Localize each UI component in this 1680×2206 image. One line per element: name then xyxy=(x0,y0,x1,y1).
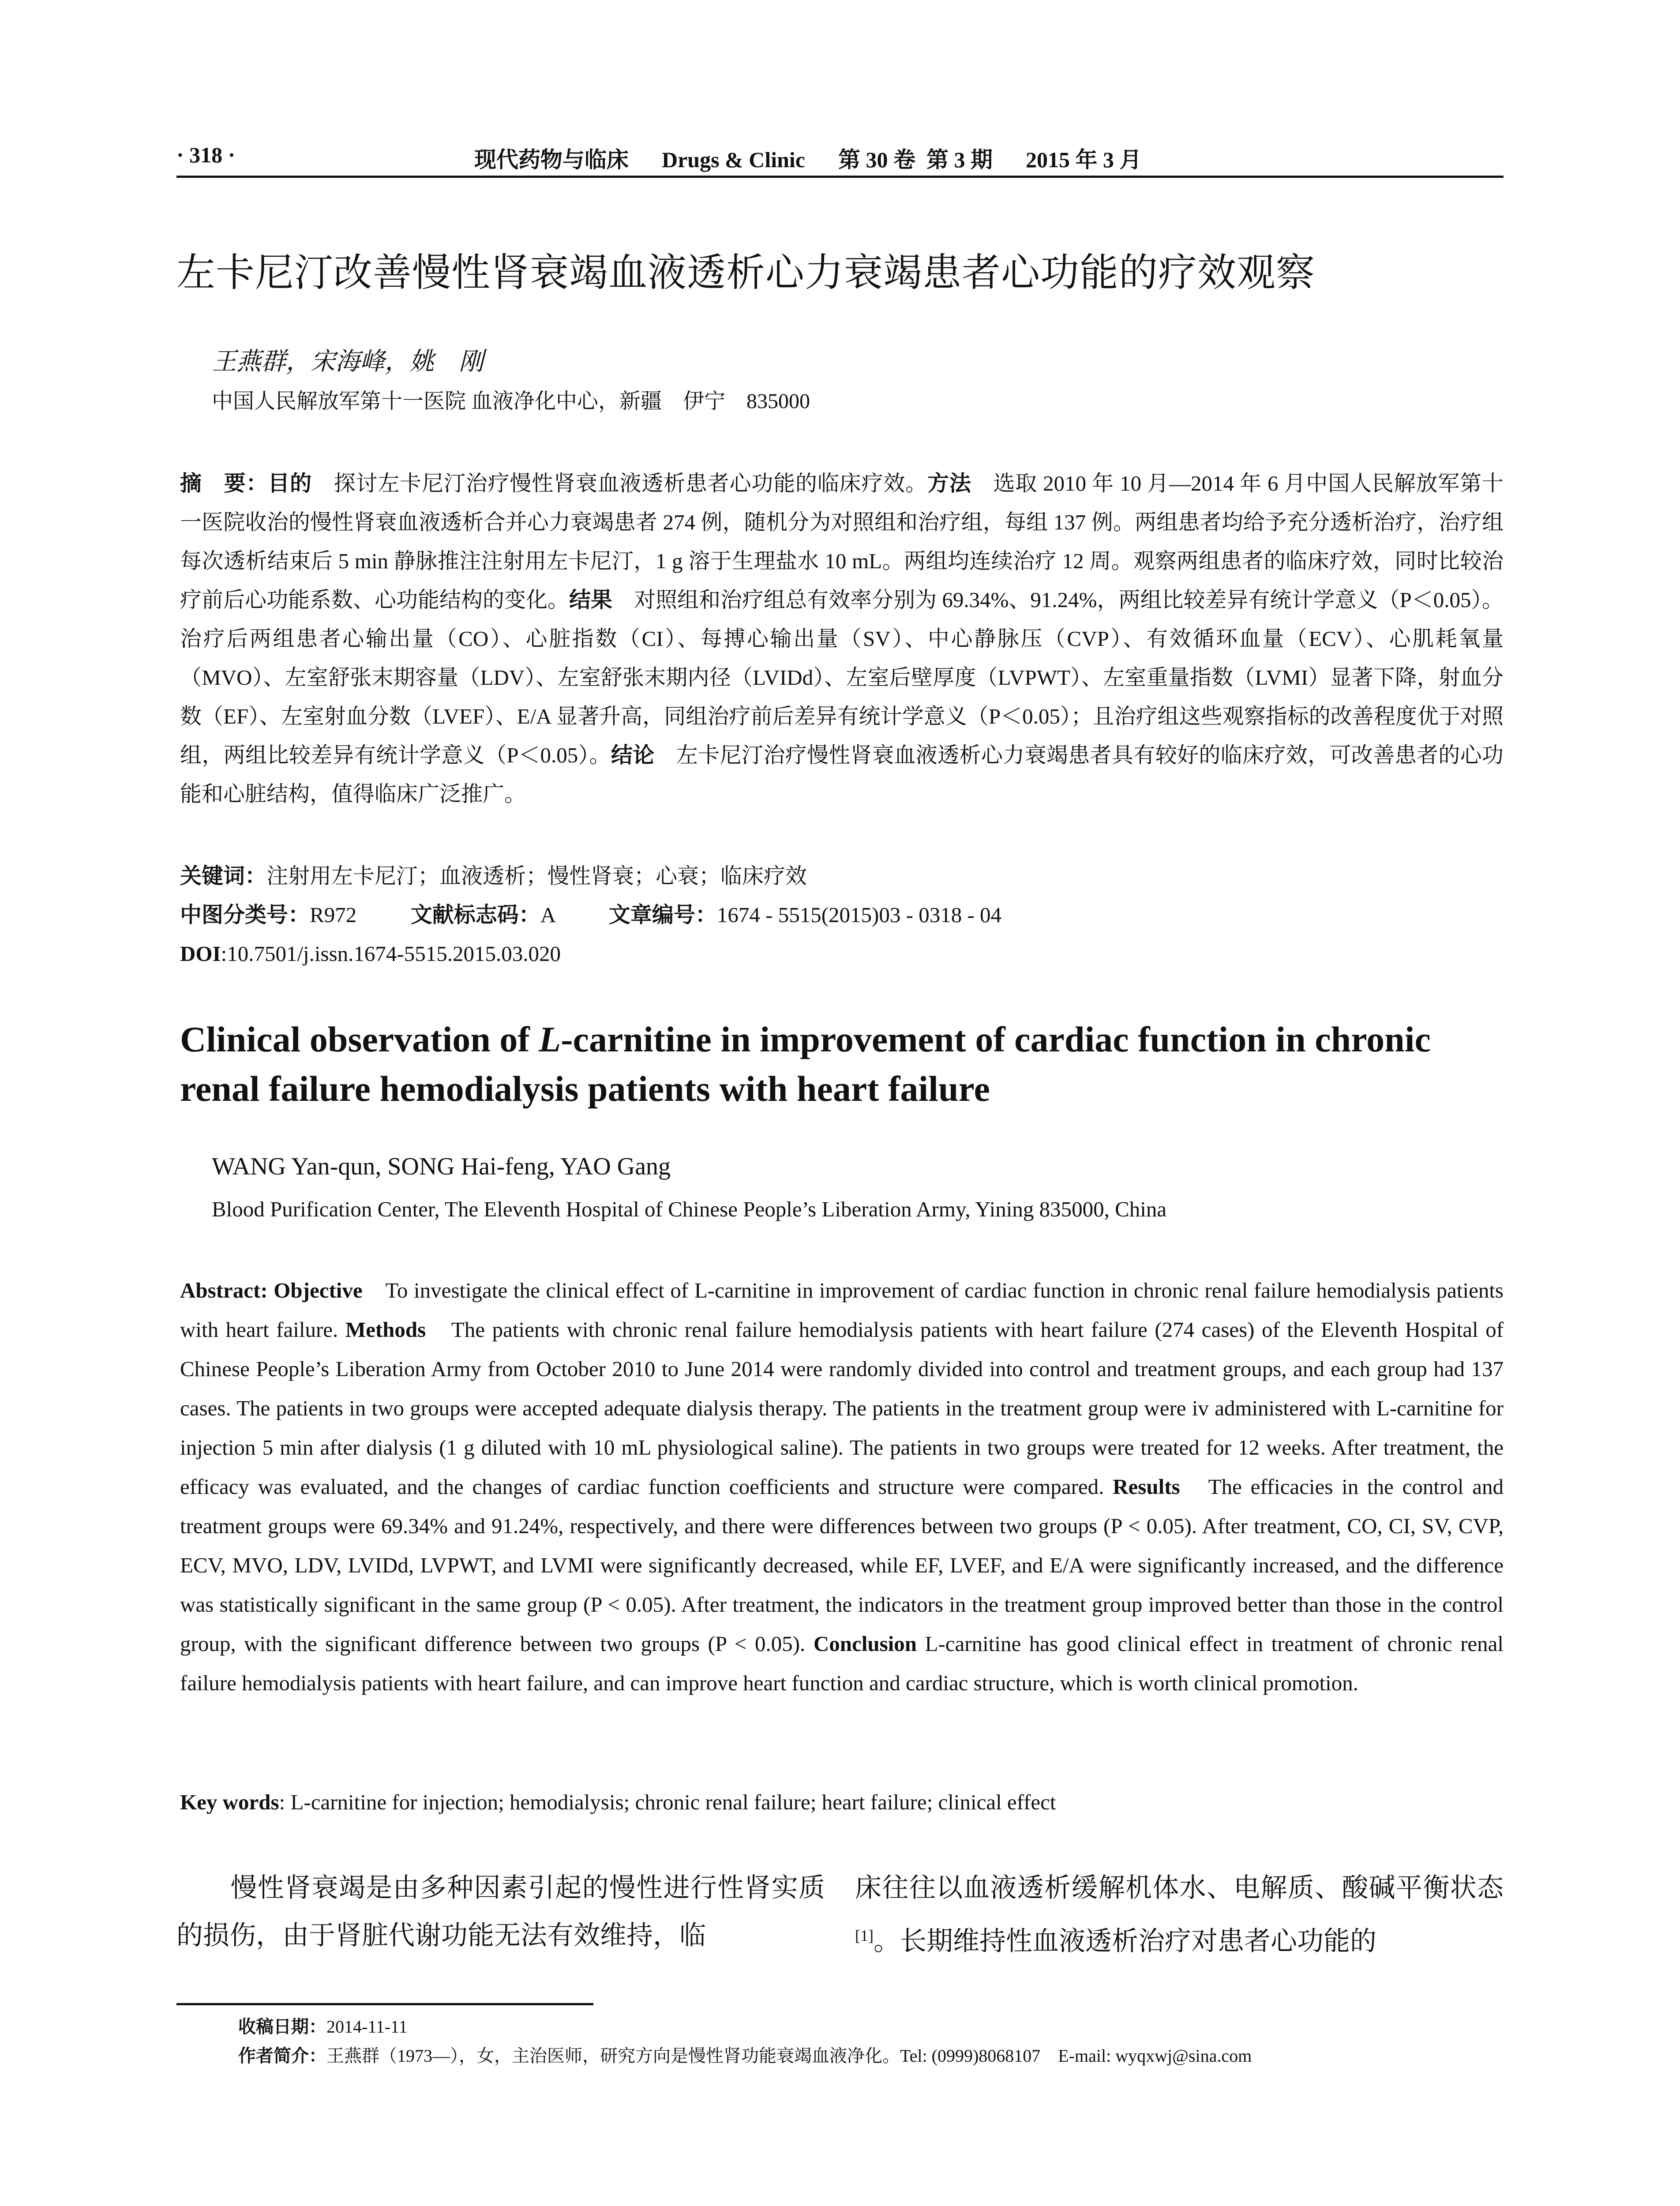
doi-line xyxy=(180,934,561,973)
english-keywords xyxy=(180,1782,1056,1822)
conclusion-label: 结论 xyxy=(611,743,655,768)
english-title-italic: L xyxy=(539,1019,561,1059)
english-title-part1: Clinical observation of xyxy=(180,1019,539,1059)
chinese-title: 左卡尼汀改善慢性肾衰竭血液透析心力衰竭患者心功能的疗效观察 xyxy=(176,250,1316,295)
clc-value: R972 xyxy=(310,903,357,927)
english-authors: WANG Yan-qun, SONG Hai-feng, YAO Gang xyxy=(212,1153,671,1180)
methods-label: 方法 xyxy=(927,471,971,496)
journal-running-header: 现代药物与临床 Drugs & Clinic 第 30 卷 第 3 期 2015 年 3 月 xyxy=(474,147,1142,172)
results-label: 结果 xyxy=(569,587,613,612)
page-number: · 318 · xyxy=(176,143,236,167)
en-abstract-label: Abstract: xyxy=(180,1278,274,1302)
body-column-left: 慢性肾衰竭是由多种因素引起的慢性进行性肾实质的损伤，由于肾脏代谢功能无法有效维持，临 xyxy=(176,1873,825,1950)
doc-code-value: A xyxy=(540,903,555,927)
english-title-part2: -carnitine in improvement of cardiac function in chronic renal failure hemodialysis patients with heart failure xyxy=(180,1019,1431,1109)
article-no-value: 1674 - 5515(2015)03 - 0318 - 04 xyxy=(716,903,1002,927)
bio-text: 王燕群（1973—），女，主治医师，研究方向是慢性肾功能衰竭血液净化。Tel: (0999)8068107 E-mail: wyqxwj@sina.com xyxy=(326,2046,1252,2066)
conclusion-text: 左卡尼汀治疗慢性肾衰血液透析心力衰竭患者具有较好的临床疗效，可改善患者的心功能和心脏结构，值得临床广泛推广。 xyxy=(180,743,1504,806)
en-keywords-label: Key words xyxy=(180,1790,279,1814)
chinese-affiliation: 中国人民解放军第十一医院 血液净化中心，新疆 伊宁 835000 xyxy=(212,390,810,413)
received-date xyxy=(238,2013,408,2038)
chinese-keywords xyxy=(180,857,807,896)
body-column-right xyxy=(855,1864,1504,1965)
received-value: 2014-11-11 xyxy=(326,2017,408,2037)
doi-label: DOI xyxy=(180,942,221,966)
doi-value: :10.7501/j.issn.1674-5515.2015.03.020 xyxy=(221,942,561,966)
en-keywords-text: : L-carnitine for injection; hemodialysis; chronic renal failure; heart failure; clinical effect xyxy=(279,1790,1056,1814)
en-conclusion-label: Conclusion xyxy=(813,1632,917,1656)
footnote-rule xyxy=(176,2003,593,2005)
classification-line xyxy=(180,896,1001,934)
english-abstract xyxy=(180,1271,1504,1703)
keywords-text: 注射用左卡尼汀；血液透析；慢性肾衰；心衰；临床疗效 xyxy=(266,864,807,888)
en-methods-label: Methods xyxy=(345,1317,426,1342)
en-conclusion-text: L-carnitine has good clinical effect in treatment of chronic renal failure hemodialysis patients with heart failure, and can improve heart function and cardiac structure, which is worth clinical promotion. xyxy=(180,1632,1504,1695)
header-rule xyxy=(176,176,1504,178)
bio-label: 作者简介： xyxy=(238,2046,326,2066)
article-no-label: 文章编号： xyxy=(608,902,717,927)
methods-text: 选取 2010 年 10 月—2014 年 6 月中国人民解放军第十一医院收治的慢性肾衰血液透析合并心力衰竭患者 274 例，随机分为对照组和治疗组，每组 137 例。两组患者均给予充分透析治疗，治疗组每次透析结束后 5 min 静脉推注注射用左卡尼汀，1 g 溶于生理盐水 10 mL。两组均连续治疗 12 周。观察两组患者的临床疗效，同时比较治疗前后心功能系数、心功能结构的变化。 xyxy=(180,471,1504,612)
doc-code-label: 文献标志码： xyxy=(410,902,540,927)
en-objective-text: To investigate the clinical effect of L-carnitine in improvement of cardiac function in chronic renal failure hemodialysis patients with heart failure. xyxy=(180,1278,1504,1342)
body-right-tail: 。长期维持性血液透析治疗对患者心功能的 xyxy=(873,1927,1376,1956)
en-results-label: Results xyxy=(1113,1474,1180,1499)
chinese-abstract xyxy=(180,464,1504,814)
reference-marker: [1] xyxy=(855,1927,874,1944)
received-label: 收稿日期： xyxy=(238,2017,326,2037)
english-title xyxy=(180,1015,1508,1114)
objective-label: 目的 xyxy=(268,471,312,496)
en-results-text: The efficacies in the control and treatment groups were 69.34% and 91.24%, respectively, and there were differences between two groups (P < 0.05). After treatment, CO, CI, SV, CVP, ECV, MVO, LDV, LVIDd, LVPWT, and LVMI were significantly decreased, while EF, LVEF, and E/A were significantly increased, and the difference was statistically significant in the same group (P < 0.05). After treatment, the indicators in the treatment group improved better than those in the control group, with the significant difference between two groups (P < 0.05). xyxy=(180,1474,1504,1656)
english-affiliation: Blood Purification Center, The Eleventh Hospital of Chinese People’s Liberation Army, Yining 835000, China xyxy=(212,1197,1167,1221)
keywords-label: 关键词： xyxy=(180,863,267,889)
author-bio xyxy=(238,2042,1252,2067)
abstract-label: 摘 要： xyxy=(180,471,268,496)
objective-text: 探讨左卡尼汀治疗慢性肾衰血液透析患者心功能的临床疗效。 xyxy=(311,471,927,495)
clc-label: 中图分类号： xyxy=(180,902,310,927)
results-text: 对照组和治疗组总有效率分别为 69.34%、91.24%，两组比较差异有统计学意义（P＜0.05）。治疗后两组患者心输出量（CO）、心脏指数（CI）、每搏心输出量（SV）、中心静脉压（CVP）、有效循环血量（ECV）、心肌耗氧量（MVO）、左室舒张末期容量（LDV）、左室舒张末期内径（LVIDd）、左室后壁厚度（LVPWT）、左室重量指数（LVMI）显著下降，射血分数（EF）、左室射血分数（LVEF）、E/A 显著升高，同组治疗前后差异有统计学意义（P＜0.05）；且治疗组这些观察指标的改善程度优于对照组，两组比较差异有统计学意义（P＜0.05）。 xyxy=(180,588,1504,767)
en-objective-label: Objective xyxy=(274,1278,363,1302)
body-right-text: 床往往以血液透析缓解机体水、电解质、酸碱平衡状态 xyxy=(855,1873,1504,1902)
en-methods-text: The patients with chronic renal failure hemodialysis patients with heart failure (274 cases) of the Eleventh Hospital of Chinese People’s Liberation Army from October 2010 to June 2014 were randomly divided into control and treatment groups, and each group had 137 cases. The patients in two groups were accepted adequate dialysis therapy. The patients in the treatment group were iv administered with L-carnitine for injection 5 min after dialysis (1 g diluted with 10 mL physiological saline). The patients in two groups were treated for 12 weeks. After treatment, the efficacy was evaluated, and the changes of cardiac function coefficients and structure were compared. xyxy=(180,1317,1504,1499)
chinese-authors: 王燕群，宋海峰，姚 刚 xyxy=(212,347,484,376)
